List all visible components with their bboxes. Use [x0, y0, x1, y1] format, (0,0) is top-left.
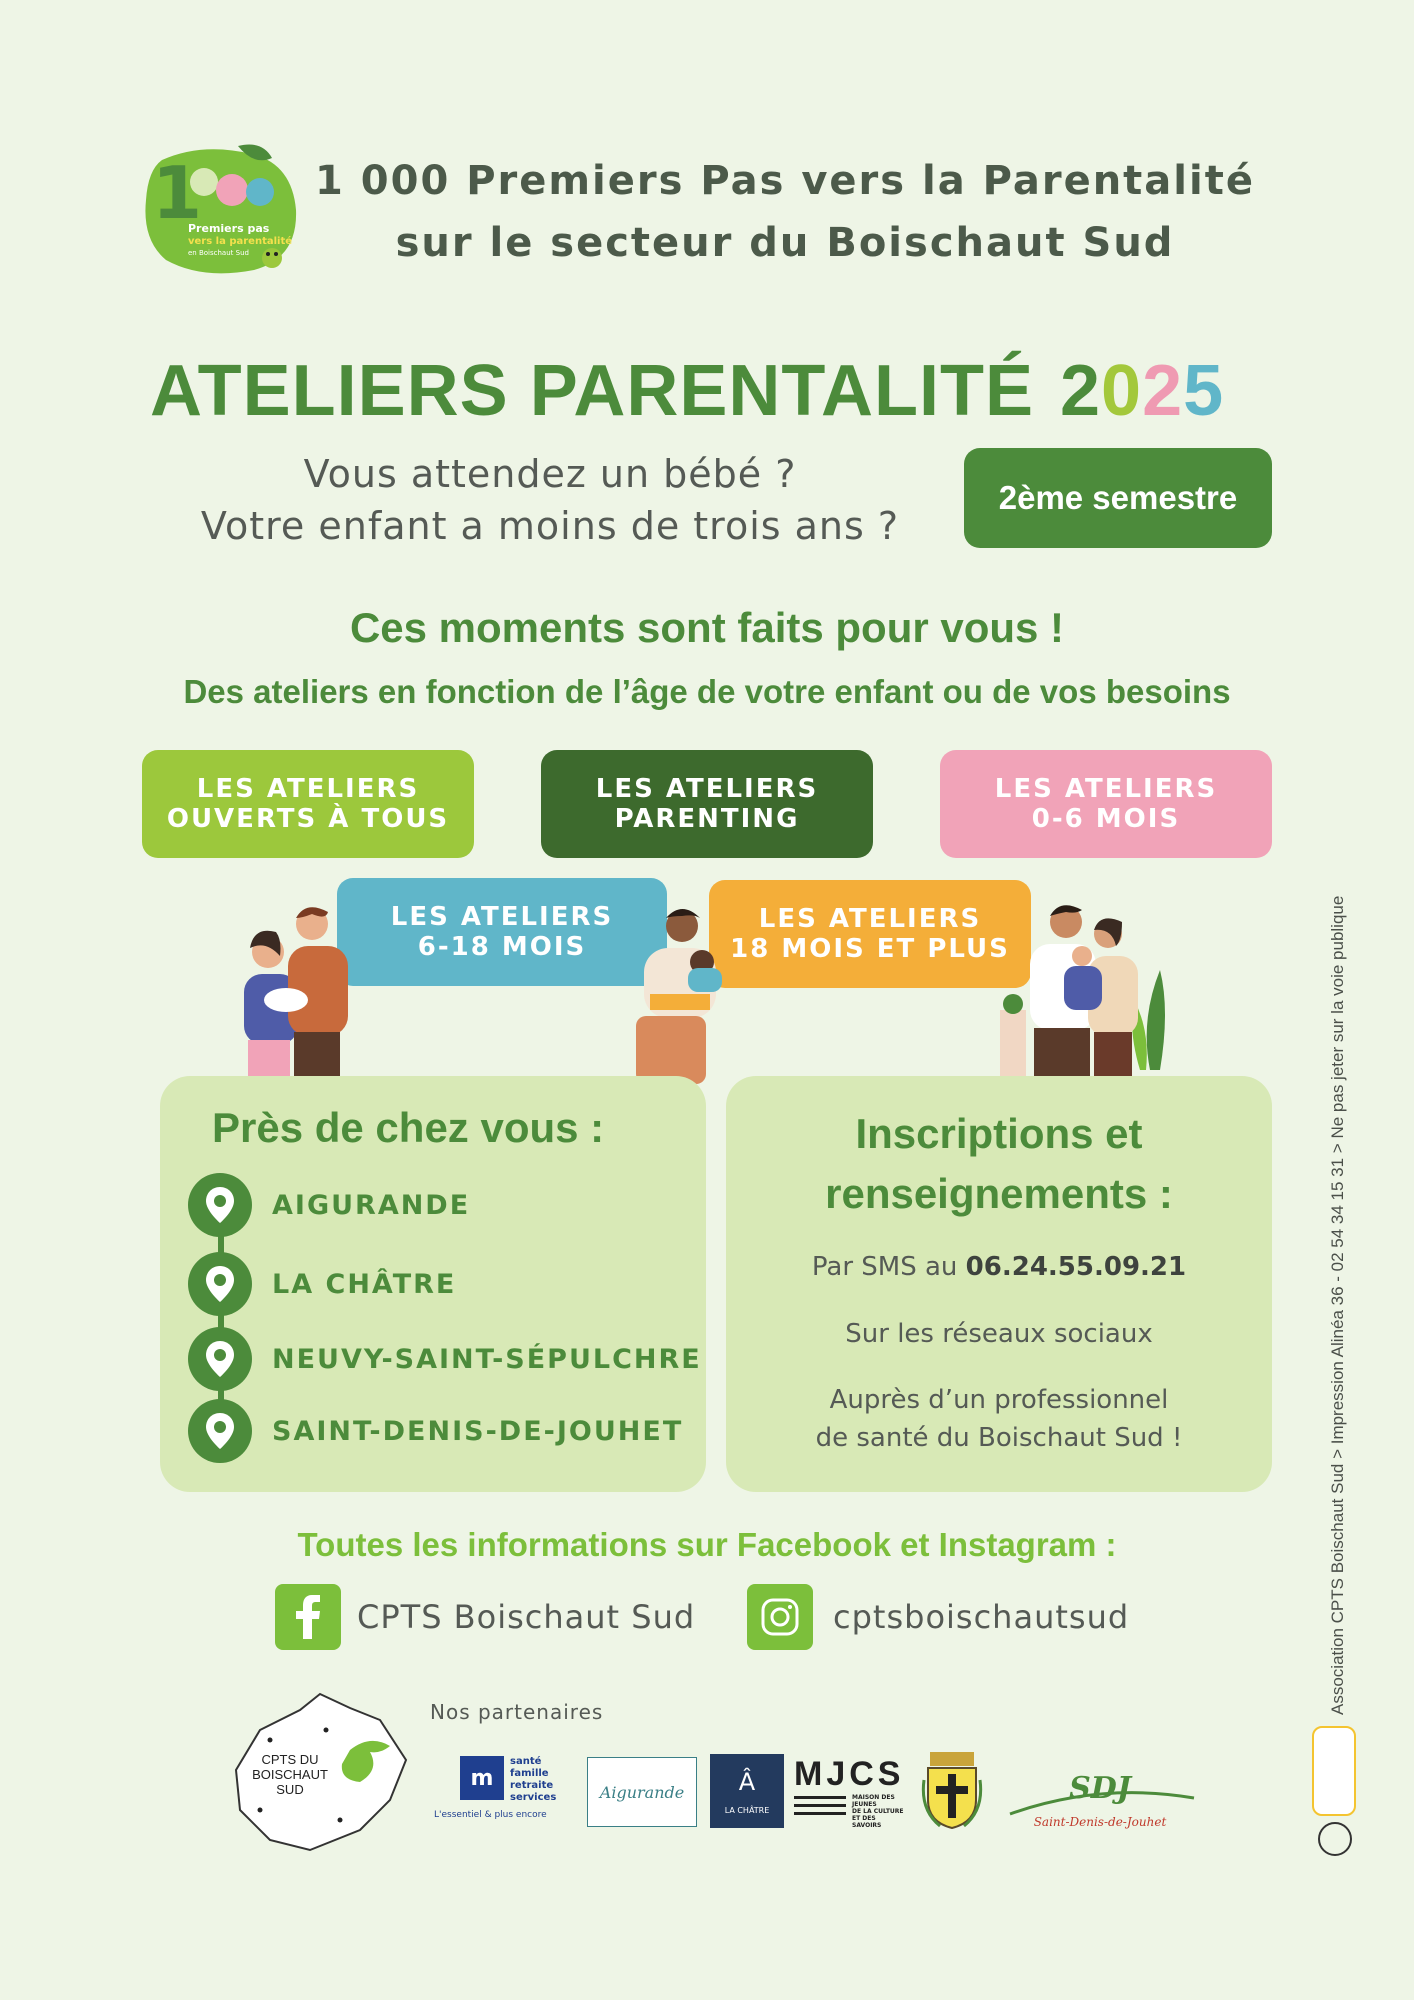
print-mention: Association CPTS Boischaut Sud > Impression Alinéa 36 - 02 54 34 15 31 > Ne pas jeter sur la voie publique — [1328, 895, 1347, 1715]
msa-line: retraite — [510, 1780, 554, 1791]
location-item — [188, 1174, 470, 1236]
location-item — [188, 1400, 683, 1462]
year-digit: 2 — [1142, 351, 1184, 431]
location-label: LA CHÂTRE — [272, 1268, 457, 1300]
family-illustration-right — [1000, 900, 1176, 1076]
map-pin-icon — [188, 1327, 252, 1391]
msa-logo: m santé famille retraite services L'essentiel & plus encore — [434, 1756, 557, 1820]
msa-tagline: L'essentiel & plus encore — [434, 1810, 547, 1820]
sms-prefix: Par SMS au — [811, 1252, 966, 1282]
header-title-line2: sur le secteur du Boischaut Sud — [395, 220, 1175, 266]
instagram-icon — [747, 1584, 813, 1650]
msa-line: famille — [510, 1768, 549, 1779]
location-label: NEUVY-SAINT-SÉPULCHRE — [272, 1343, 702, 1375]
atelier-badge-ouverts: LES ATELIERS OUVERTS À TOUS — [142, 750, 474, 858]
svg-text:vers la parentalité: vers la parentalité — [188, 236, 293, 247]
coat-of-arms-icon — [920, 1750, 984, 1830]
header-title-line1: 1 000 Premiers Pas vers la Parentalité — [315, 158, 1255, 204]
professional-line2: de santé du Boischaut Sud ! — [815, 1423, 1183, 1453]
svg-text:Premiers pas: Premiers pas — [188, 222, 270, 235]
moments-heading: Ces moments sont faits pour vous ! — [349, 604, 1065, 651]
professional-line1: Auprès d’un professionnel — [829, 1385, 1169, 1415]
mother-illustration — [636, 904, 726, 1084]
location-label: AIGURANDE — [272, 1189, 471, 1221]
mjcs-subline: DE LA CULTURE — [852, 1808, 904, 1815]
map-pin-icon — [188, 1173, 252, 1237]
mjcs-subline: MAISON DES JEUNES — [852, 1794, 895, 1808]
lachatre-label: LA CHÂTRE — [724, 1806, 770, 1815]
family-illustration-left — [236, 900, 366, 1076]
facebook-label: CPTS Boischaut Sud — [357, 1598, 696, 1636]
sms-number: 06.24.55.09.21 — [965, 1252, 1187, 1282]
partners-label: Nos partenaires — [430, 1700, 604, 1724]
location-item — [188, 1328, 702, 1390]
near-you-title: Près de chez vous : — [212, 1104, 605, 1151]
instagram-label: cptsboischautsud — [833, 1598, 1130, 1636]
professional-line — [726, 1381, 1272, 1457]
subtitle-line2: Votre enfant a moins de trois ans ? — [200, 504, 900, 548]
semester-badge: 2ème semestre — [964, 448, 1272, 548]
recycling-badge-icon — [1312, 1726, 1356, 1816]
subtitle — [140, 448, 960, 552]
svg-text:Saint-Denis-de-Jouhet: Saint-Denis-de-Jouhet — [1033, 1815, 1167, 1829]
location-item — [188, 1253, 456, 1315]
lachatre-logo: Â LA CHÂTRE — [710, 1754, 784, 1828]
saint-denis-logo — [1000, 1762, 1200, 1832]
facebook-link[interactable] — [275, 1584, 695, 1650]
aigurande-logo: Aigurande — [587, 1757, 697, 1827]
atelier-badge-parenting: LES ATELIERS PARENTING — [541, 750, 873, 858]
facebook-icon — [275, 1584, 341, 1650]
year-digit: 5 — [1183, 351, 1225, 431]
year — [1060, 351, 1224, 431]
svg-text:1000: 1000 — [142, 140, 145, 141]
main-title — [150, 350, 1224, 432]
cpts-map-logo — [230, 1690, 414, 1854]
svg-text:1: 1 — [152, 151, 203, 235]
atelier-badge-6-18: LES ATELIERS 6-18 MOIS — [337, 878, 667, 986]
mjcs-logo — [794, 1755, 906, 1829]
inscriptions-title-line2: renseignements : — [825, 1170, 1173, 1217]
inscriptions-title — [726, 1104, 1272, 1224]
inscriptions-title-line1: Inscriptions et — [855, 1110, 1143, 1157]
svg-text:SUD: SUD — [276, 1782, 304, 1797]
mjcs-label: MJCS — [794, 1755, 905, 1793]
header-title — [305, 150, 1265, 274]
svg-text:BOISCHAUT: BOISCHAUT — [252, 1767, 328, 1782]
mjcs-subline: ET DES SAVOIRS — [852, 1815, 882, 1829]
socials-headline: Toutes les informations sur Facebook et Instagram : — [297, 1526, 1117, 1563]
instagram-link[interactable] — [747, 1584, 1129, 1650]
msa-line: santé — [510, 1756, 542, 1767]
main-title-text: ATELIERS PARENTALITÉ — [150, 351, 1034, 431]
msa-line: services — [510, 1792, 557, 1803]
map-pin-icon — [188, 1252, 252, 1316]
programme-logo — [142, 140, 300, 278]
location-label: SAINT-DENIS-DE-JOUHET — [272, 1415, 684, 1447]
map-pin-icon — [188, 1399, 252, 1463]
svg-text:CPTS DU: CPTS DU — [261, 1752, 319, 1767]
recycle-icon — [1318, 1822, 1352, 1856]
year-digit: 2 — [1060, 351, 1102, 431]
year-digit: 0 — [1101, 351, 1143, 431]
svg-text:SDJ: SDJ — [1069, 1771, 1131, 1806]
moments-subheading: Des ateliers en fonction de l’âge de votre enfant ou de vos besoins — [183, 673, 1231, 710]
subtitle-line1: Vous attendez un bébé ? — [303, 452, 797, 496]
svg-text:en Boischaut Sud: en Boischaut Sud — [188, 249, 249, 257]
sms-line — [726, 1248, 1272, 1286]
atelier-badge-0-6: LES ATELIERS 0-6 MOIS — [940, 750, 1272, 858]
atelier-badge-18-plus: LES ATELIERS 18 MOIS ET PLUS — [709, 880, 1031, 988]
social-networks-line: Sur les réseaux sociaux — [845, 1319, 1153, 1349]
